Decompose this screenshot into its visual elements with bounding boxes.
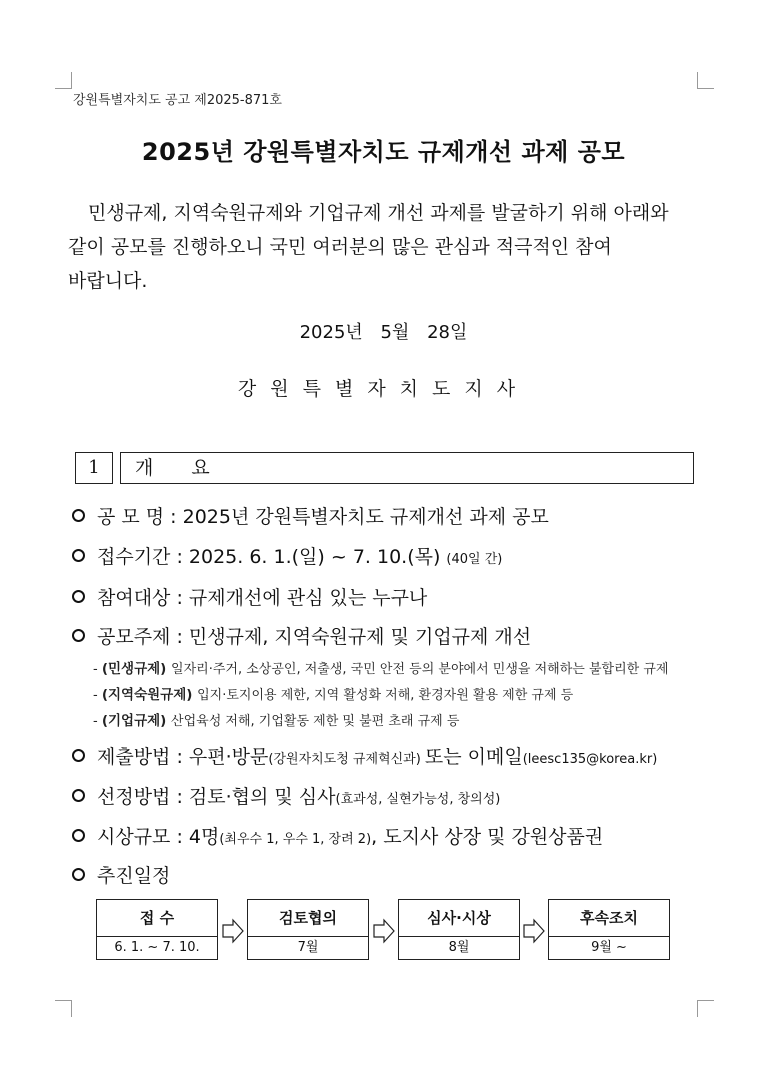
corner-mark-bottom-right (697, 1000, 714, 1017)
item-value: 2025. 6. 1.(일) ~ 7. 10.(목) (188, 546, 447, 568)
arrow-right-icon (372, 918, 396, 944)
sub-item-text: 일자리·주거, 소상공인, 저출생, 국민 안전 등의 분야에서 민생을 저해하는 불합리한 규제 (171, 662, 669, 677)
circle-bullet-icon (72, 789, 85, 802)
item-schedule (72, 861, 170, 888)
item-period (72, 542, 502, 569)
document-title: 2025년 강원특별자치도 규제개선 과제 공모 (141, 138, 626, 166)
intro-paragraph (68, 196, 700, 298)
item-note: (효과성, 실현가능성, 창의성) (335, 792, 501, 807)
sub-item-dash: - (93, 662, 102, 677)
arrow-right-icon (522, 918, 546, 944)
circle-bullet-icon (72, 629, 85, 642)
item-prize (72, 822, 603, 849)
item-theme (72, 622, 531, 649)
section-title-box (120, 452, 694, 484)
item-value: 2025년 강원특별자치도 규제개선 과제 공모 (182, 506, 549, 528)
item-contest-name (72, 502, 549, 529)
item-label: 제출방법 : (97, 746, 189, 768)
circle-bullet-icon (72, 749, 85, 762)
issuer-name: 강원특별자치도지사 (237, 378, 530, 400)
item-value: , 도지사 상장 및 강원상품권 (371, 826, 604, 848)
notice-number: 강원특별자치도 공고 제2025-871호 (73, 93, 282, 108)
item-note: (최우수 1, 우수 1, 장려 2) (219, 832, 372, 847)
item-value: 검토·협의 및 심사 (188, 786, 336, 808)
sub-item-text: 산업육성 저해, 기업활동 제한 및 불편 초래 규제 등 (171, 714, 460, 729)
arrow-right-icon (221, 918, 245, 944)
intro-line: 바랍니다. (68, 270, 148, 292)
corner-mark-bottom-left (55, 1000, 72, 1017)
item-label: 시상규모 : (97, 826, 189, 848)
item-note: (강원자치도청 규제혁신과) (268, 752, 425, 767)
corner-mark-top-left (55, 72, 72, 89)
sub-item-label: (지역숙원규제) (101, 687, 198, 703)
section-title: 개요 (135, 457, 248, 479)
item-selection-method (72, 782, 500, 809)
sub-item-business (93, 709, 459, 729)
circle-bullet-icon (72, 868, 85, 881)
item-label: 추진일정 (97, 865, 171, 887)
item-value: 민생규제, 지역숙원규제 및 기업규제 개선 (188, 626, 532, 648)
item-label: 선정방법 : (97, 786, 189, 808)
item-value: 또는 이메일 (424, 746, 523, 768)
section-number: 1 (75, 452, 113, 484)
circle-bullet-icon (72, 549, 85, 562)
item-submission-method (72, 742, 657, 769)
corner-mark-top-right (697, 72, 714, 89)
flow-step-title: 심사·시상 (399, 900, 519, 937)
notice-date: 2025년 5월 28일 (299, 322, 468, 343)
sub-item-label: (민생규제) (101, 661, 172, 677)
sub-item-text: 입지·토지이용 제한, 지역 활성화 저해, 환경자원 활용 제한 규제 등 (197, 688, 574, 703)
circle-bullet-icon (72, 590, 85, 603)
intro-line: 민생규제, 지역숙원규제와 기업규제 개선 과제를 발굴하기 위해 아래와 (88, 202, 669, 224)
flow-step-receipt (96, 899, 218, 960)
flow-step-date: 9월 ~ (591, 940, 627, 955)
sub-item-label: (기업규제) (101, 713, 172, 729)
sub-item-dash: - (93, 688, 102, 703)
item-label: 접수기간 : (97, 546, 189, 568)
item-note: (40일 간) (446, 552, 503, 567)
flow-step-date: 6. 1. ~ 7. 10. (114, 940, 200, 955)
flow-step-date: 7월 (297, 940, 319, 955)
flow-step-title: 후속조치 (549, 900, 669, 937)
circle-bullet-icon (72, 509, 85, 522)
item-label: 공모주제 : (97, 626, 189, 648)
email-address: (leesc135@korea.kr) (522, 752, 658, 767)
sub-item-livelihood (93, 657, 668, 677)
item-label: 공 모 명 : (97, 506, 183, 528)
flow-step-judging (398, 899, 520, 960)
item-target (72, 583, 427, 610)
item-label: 참여대상 : (97, 587, 189, 609)
flow-step-date: 8월 (448, 940, 470, 955)
item-value: 규제개선에 관심 있는 누구나 (188, 587, 428, 609)
intro-line: 같이 공모를 진행하오니 국민 여러분의 많은 관심과 적극적인 참여 (68, 236, 612, 258)
flow-step-title: 접 수 (97, 900, 217, 937)
sub-item-regional (93, 683, 573, 703)
item-value: 우편·방문 (188, 746, 269, 768)
sub-item-dash: - (93, 714, 102, 729)
circle-bullet-icon (72, 829, 85, 842)
flow-step-followup (548, 899, 670, 960)
item-value: 4명 (188, 826, 220, 848)
flow-step-review (247, 899, 369, 960)
flow-step-title: 검토협의 (248, 900, 368, 937)
